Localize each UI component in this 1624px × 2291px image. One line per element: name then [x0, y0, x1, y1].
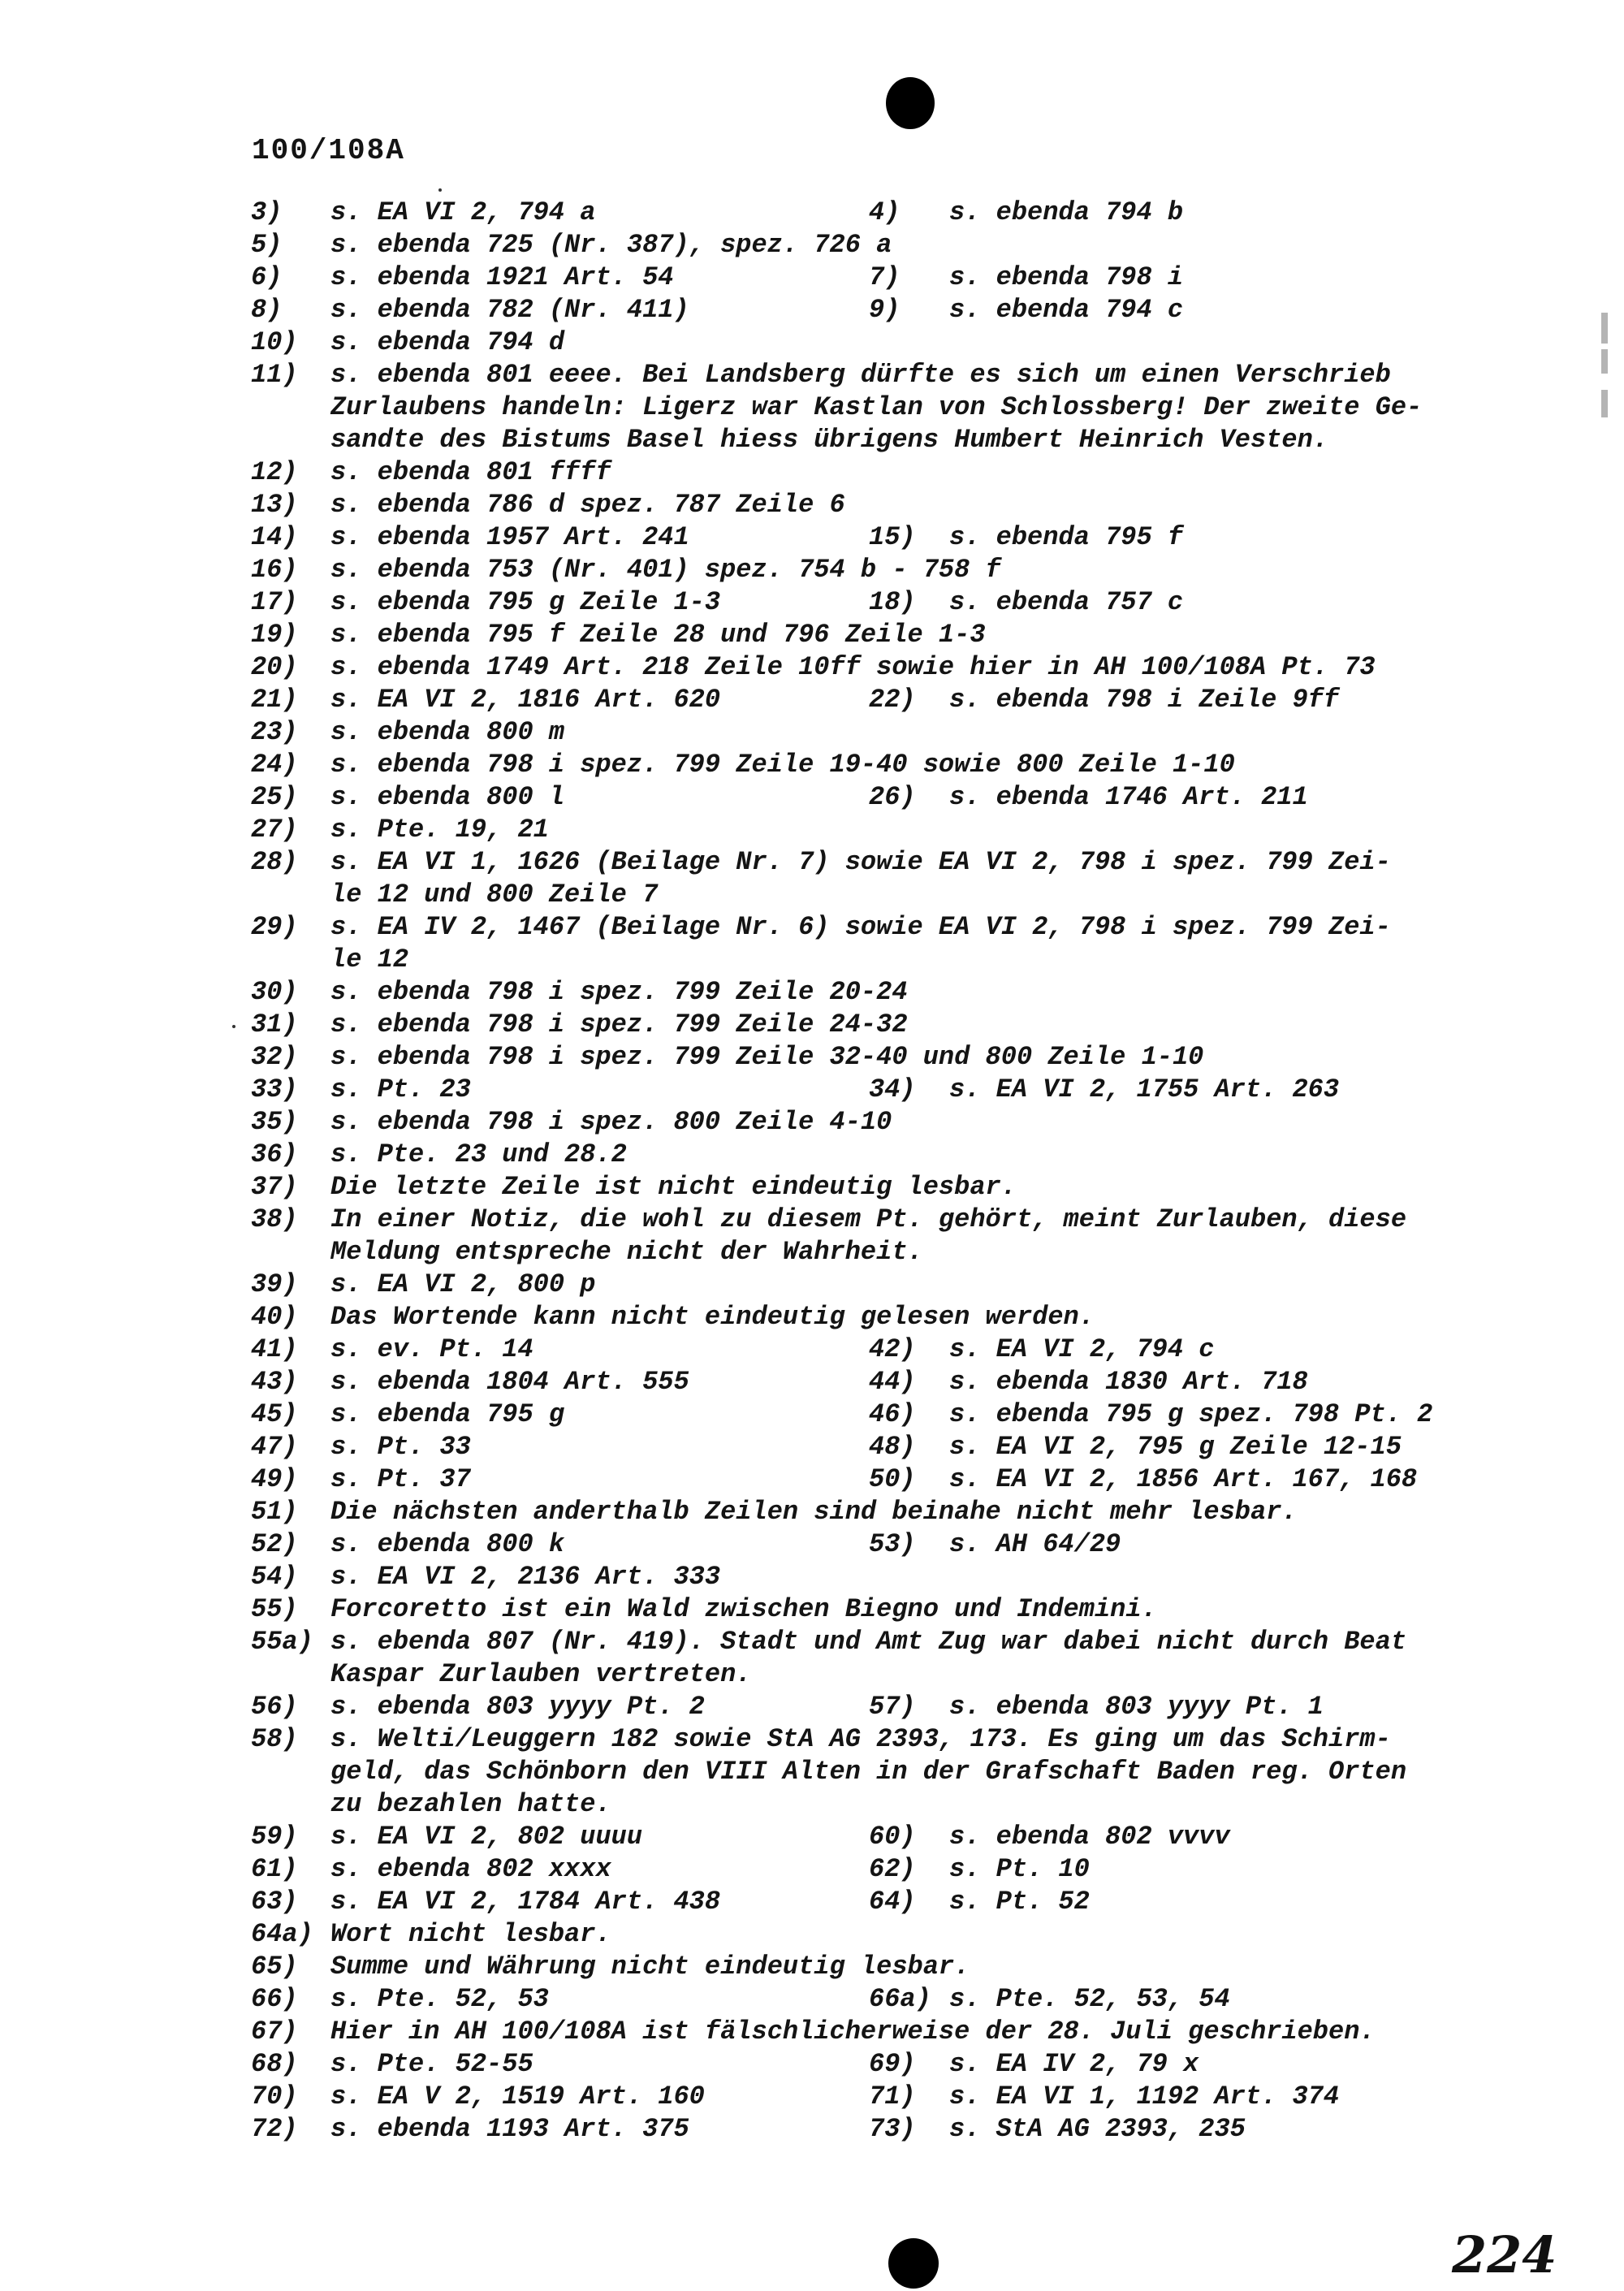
footnote-text: s. Pt. 10: [949, 1854, 1090, 1884]
footnote-line: [251, 781, 1485, 814]
footnote-text: s. ebenda 1921 Art. 54: [330, 262, 674, 292]
footnote-text: s. Pte. 52-55: [330, 2049, 533, 2079]
footnote-text: s. ebenda 795 g Zeile 1-3: [330, 587, 721, 617]
footnote-number: 10): [251, 327, 298, 357]
footnote-number: 6): [251, 262, 283, 292]
footnote-number: 73): [869, 2114, 916, 2144]
footnote-number: 29): [251, 912, 298, 942]
scan-edge-mark: [1601, 313, 1608, 344]
scan-speck: [232, 1025, 235, 1028]
footnote-line: [251, 1561, 1485, 1593]
footnote-line: [251, 814, 1485, 846]
footnote-number: 49): [251, 1464, 298, 1494]
footnote-text: s. ebenda 807 (Nr. 419). Stadt und Amt Zug war dabei nicht durch Beat: [330, 1627, 1407, 1657]
footnote-text: s. EA VI 2, 1816 Art. 620: [330, 685, 721, 715]
footnote-text: s. ebenda 1957 Art. 241: [330, 522, 689, 552]
footnote-line: [251, 1788, 1485, 1821]
footnote-number: 64a): [251, 1919, 313, 1949]
footnote-number: 15): [869, 522, 916, 552]
footnote-line: [251, 1204, 1485, 1236]
footnote-line: [251, 1886, 1485, 1918]
footnote-number: 39): [251, 1269, 298, 1299]
footnote-text: s. ebenda 798 i spez. 799 Zeile 24-32: [330, 1009, 908, 1040]
footnote-number: 25): [251, 782, 298, 812]
footnote-text: s. EA VI 2, 802 uuuu: [330, 1822, 643, 1852]
footnote-text: s. Pte. 52, 53: [330, 1984, 549, 2014]
footnote-text: le 12 und 800 Zeile 7: [330, 880, 659, 910]
footnote-line: [251, 1983, 1485, 2016]
footnote-number: 45): [251, 1399, 298, 1429]
footnote-number: 57): [869, 1692, 916, 1722]
footnote-text: s. EA VI 2, 1856 Art. 167, 168: [949, 1464, 1418, 1494]
footnote-number: 72): [251, 2114, 298, 2144]
footnote-text: s. ebenda 803 yyyy Pt. 2: [330, 1692, 705, 1722]
footnote-text: sandte des Bistums Basel hiess übrigens Humbert Heinrich Vesten.: [330, 425, 1328, 455]
footnote-number: 20): [251, 652, 298, 682]
footnote-number: 71): [869, 2081, 916, 2112]
footnote-text: s. EA VI 1, 1626 (Beilage Nr. 7) sowie EA VI 2, 798 i spez. 799 Zei-: [330, 847, 1391, 877]
footnote-number: 40): [251, 1302, 298, 1332]
footnote-number: 36): [251, 1139, 298, 1169]
footnote-text: s. EA VI 2, 1755 Art. 263: [949, 1074, 1340, 1104]
footnote-line: [251, 229, 1485, 262]
footnote-line: [251, 1398, 1485, 1431]
footnote-text: s. EA IV 2, 1467 (Beilage Nr. 6) sowie EA VI 2, 798 i spez. 799 Zei-: [330, 912, 1391, 942]
footnote-text: s. ebenda 802 xxxx: [330, 1854, 611, 1884]
footnote-line: [251, 2048, 1485, 2081]
footnote-text: s. ebenda 725 (Nr. 387), spez. 726 a: [330, 230, 892, 260]
footnote-number: 16): [251, 555, 298, 585]
footnote-number: 64): [869, 1887, 916, 1917]
footnote-text: s. ebenda 801 ffff: [330, 457, 611, 487]
footnote-text: s. ebenda 782 (Nr. 411): [330, 295, 689, 325]
footnote-line: [251, 1431, 1485, 1463]
footnote-number: 61): [251, 1854, 298, 1884]
footnote-line: [251, 2081, 1485, 2113]
footnote-line: [251, 424, 1485, 456]
footnote-text: s. ebenda 1749 Art. 218 Zeile 10ff sowie hier in AH 100/108A Pt. 73: [330, 652, 1376, 682]
footnote-text: s. ebenda 795 f Zeile 28 und 796 Zeile 1-3: [330, 620, 986, 650]
footnote-number: 41): [251, 1334, 298, 1364]
footnote-line: [251, 391, 1485, 424]
footnote-text: Das Wortende kann nicht eindeutig gelesen werden.: [330, 1302, 1095, 1332]
footnote-text: Hier in AH 100/108A ist fälschlicherweise der 28. Juli geschrieben.: [330, 2017, 1376, 2047]
footnote-number: 13): [251, 490, 298, 520]
footnote-number: 47): [251, 1432, 298, 1462]
footnote-number: 26): [869, 782, 916, 812]
footnote-text: Die letzte Zeile ist nicht eindeutig lesbar.: [330, 1172, 1017, 1202]
footnote-text: s. Pt. 37: [330, 1464, 471, 1494]
footnote-text: le 12: [330, 944, 409, 975]
footnote-text: s. ebenda 786 d spez. 787 Zeile 6: [330, 490, 845, 520]
footnote-number: 30): [251, 977, 298, 1007]
footnote-line: [251, 1041, 1485, 1074]
footnote-text: s. Welti/Leuggern 182 sowie StA AG 2393, 173. Es ging um das Schirm-: [330, 1724, 1391, 1754]
footnote-line: [251, 911, 1485, 944]
footnote-number: 55): [251, 1594, 298, 1624]
footnote-text: Summe und Währung nicht eindeutig lesbar.: [330, 1952, 970, 1982]
footnote-text: s. EA VI 1, 1192 Art. 374: [949, 2081, 1340, 2112]
footnote-line: [251, 1074, 1485, 1106]
footnote-number: 43): [251, 1367, 298, 1397]
footnote-number: 51): [251, 1497, 298, 1527]
footnote-text: Kaspar Zurlauben vertreten.: [330, 1659, 752, 1689]
footnote-text: s. EA IV 2, 79 x: [949, 2049, 1199, 2079]
footnote-text: s. ebenda 1746 Art. 211: [949, 782, 1308, 812]
footnote-text: s. ebenda 800 k: [330, 1529, 565, 1559]
footnote-text: s. ebenda 1193 Art. 375: [330, 2114, 689, 2144]
footnote-number: 58): [251, 1724, 298, 1754]
footnote-number: 52): [251, 1529, 298, 1559]
footnote-number: 17): [251, 587, 298, 617]
footnote-number: 22): [869, 685, 916, 715]
footnote-line: [251, 1269, 1485, 1301]
footnote-line: [251, 489, 1485, 521]
footnote-number: 9): [869, 295, 901, 325]
footnote-list: [251, 197, 1485, 2146]
footnote-text: s. ebenda 798 i spez. 800 Zeile 4-10: [330, 1107, 892, 1137]
footnote-number: 62): [869, 1854, 916, 1884]
footnote-line: [251, 684, 1485, 716]
footnote-number: 27): [251, 815, 298, 845]
footnote-text: Forcoretto ist ein Wald zwischen Biegno und Indemini.: [330, 1594, 1157, 1624]
footnote-line: [251, 1528, 1485, 1561]
footnote-number: 46): [869, 1399, 916, 1429]
scan-speck: [438, 188, 442, 192]
footnote-number: 56): [251, 1692, 298, 1722]
footnote-line: [251, 749, 1485, 781]
footnote-text: s. ebenda 803 yyyy Pt. 1: [949, 1692, 1324, 1722]
footnote-number: 4): [869, 197, 901, 227]
footnote-number: 14): [251, 522, 298, 552]
footnote-number: 33): [251, 1074, 298, 1104]
footnote-line: [251, 197, 1485, 229]
footnote-line: [251, 944, 1485, 976]
footnote-line: [251, 1301, 1485, 1334]
footnote-text: s. ebenda 794 b: [949, 197, 1184, 227]
footnote-text: s. EA V 2, 1519 Art. 160: [330, 2081, 705, 2112]
footnote-number: 31): [251, 1009, 298, 1040]
footnote-number: 23): [251, 717, 298, 747]
footnote-number: 34): [869, 1074, 916, 1104]
footnote-text: Zurlaubens handeln: Ligerz war Kastlan von Schlossberg! Der zweite Ge-: [330, 392, 1423, 422]
footnote-line: [251, 554, 1485, 586]
footnote-line: [251, 1463, 1485, 1496]
footnote-line: [251, 1691, 1485, 1723]
footnote-number: 32): [251, 1042, 298, 1072]
footnote-line: [251, 1593, 1485, 1626]
footnote-line: [251, 1171, 1485, 1204]
footnote-number: 65): [251, 1952, 298, 1982]
footnote-number: 35): [251, 1107, 298, 1137]
footnote-line: [251, 1723, 1485, 1756]
footnote-number: 42): [869, 1334, 916, 1364]
footnote-text: s. ebenda 1804 Art. 555: [330, 1367, 689, 1397]
footnote-text: s. ebenda 757 c: [949, 587, 1184, 617]
footnote-number: 70): [251, 2081, 298, 2112]
footnote-text: s. Pte. 19, 21: [330, 815, 549, 845]
footnote-number: 50): [869, 1464, 916, 1494]
footnote-number: 55a): [251, 1627, 313, 1657]
footnote-number: 66a): [869, 1984, 931, 2014]
footnote-text: s. ebenda 798 i Zeile 9ff: [949, 685, 1340, 715]
footnote-line: [251, 1853, 1485, 1886]
footnote-number: 3): [251, 197, 283, 227]
footnote-line: [251, 1366, 1485, 1398]
punch-hole-top: [886, 77, 935, 129]
footnote-number: 53): [869, 1529, 916, 1559]
footnote-line: [251, 456, 1485, 489]
footnote-text: s. ebenda 1830 Art. 718: [949, 1367, 1308, 1397]
footnote-text: s. EA VI 2, 1784 Art. 438: [330, 1887, 721, 1917]
footnote-text: s. ebenda 753 (Nr. 401) spez. 754 b - 758 f: [330, 555, 1001, 585]
footnote-number: 38): [251, 1204, 298, 1234]
document-reference-id: 100/108A: [252, 134, 405, 167]
footnote-line: [251, 1951, 1485, 1983]
footnote-line: [251, 1139, 1485, 1171]
footnote-line: [251, 1236, 1485, 1269]
footnote-line: [251, 586, 1485, 619]
footnote-text: s. ev. Pt. 14: [330, 1334, 533, 1364]
footnote-number: 5): [251, 230, 283, 260]
footnote-line: [251, 326, 1485, 359]
footnote-line: [251, 1334, 1485, 1366]
punch-hole-bottom: [888, 2238, 939, 2289]
footnote-line: [251, 846, 1485, 879]
footnote-text: s. ebenda 798 i: [949, 262, 1184, 292]
footnote-text: s. ebenda 801 eeee. Bei Landsberg dürfte es sich um einen Verschrieb: [330, 360, 1391, 390]
footnote-number: 37): [251, 1172, 298, 1202]
footnote-text: s. ebenda 800 l: [330, 782, 565, 812]
footnote-line: [251, 1756, 1485, 1788]
footnote-text: s. ebenda 800 m: [330, 717, 565, 747]
footnote-line: [251, 1918, 1485, 1951]
footnote-number: 11): [251, 360, 298, 390]
scan-edge-mark: [1601, 390, 1608, 417]
footnote-text: s. AH 64/29: [949, 1529, 1121, 1559]
footnote-number: 48): [869, 1432, 916, 1462]
footnote-number: 28): [251, 847, 298, 877]
footnote-text: s. EA VI 2, 800 p: [330, 1269, 596, 1299]
footnote-text: s. ebenda 798 i spez. 799 Zeile 20-24: [330, 977, 908, 1007]
footnote-number: 67): [251, 2017, 298, 2047]
footnote-line: [251, 879, 1485, 911]
footnote-line: [251, 1106, 1485, 1139]
footnote-text: s. EA VI 2, 2136 Art. 333: [330, 1562, 721, 1592]
footnote-line: [251, 359, 1485, 391]
footnote-text: s. EA VI 2, 795 g Zeile 12-15: [949, 1432, 1402, 1462]
footnote-text: Wort nicht lesbar.: [330, 1919, 611, 1949]
footnote-number: 21): [251, 685, 298, 715]
footnote-line: [251, 1821, 1485, 1853]
footnote-text: s. ebenda 795 g spez. 798 Pt. 2: [949, 1399, 1433, 1429]
footnote-number: 68): [251, 2049, 298, 2079]
footnote-line: [251, 619, 1485, 651]
footnote-line: [251, 1658, 1485, 1691]
footnote-text: zu bezahlen hatte.: [330, 1789, 611, 1819]
footnote-line: [251, 521, 1485, 554]
footnote-number: 59): [251, 1822, 298, 1852]
footnote-number: 18): [869, 587, 916, 617]
footnote-line: [251, 716, 1485, 749]
footnote-number: 19): [251, 620, 298, 650]
footnote-number: 69): [869, 2049, 916, 2079]
footnote-line: [251, 2016, 1485, 2048]
footnote-text: geld, das Schönborn den VIII Alten in der Grafschaft Baden reg. Orten: [330, 1757, 1407, 1787]
footnote-text: In einer Notiz, die wohl zu diesem Pt. gehört, meint Zurlauben, diese: [330, 1204, 1407, 1234]
footnote-text: s. Pt. 23: [330, 1074, 471, 1104]
footnote-line: [251, 1009, 1485, 1041]
footnote-number: 60): [869, 1822, 916, 1852]
footnote-number: 54): [251, 1562, 298, 1592]
footnote-number: 7): [869, 262, 901, 292]
footnote-text: s. ebenda 794 c: [949, 295, 1184, 325]
footnote-line: [251, 1626, 1485, 1658]
footnote-number: 12): [251, 457, 298, 487]
footnote-text: s. ebenda 798 i spez. 799 Zeile 19-40 sowie 800 Zeile 1-10: [330, 750, 1235, 780]
footnote-text: s. ebenda 798 i spez. 799 Zeile 32-40 und 800 Zeile 1-10: [330, 1042, 1204, 1072]
scan-edge-mark: [1601, 349, 1608, 374]
footnote-text: s. Pt. 33: [330, 1432, 471, 1462]
footnote-number: 66): [251, 1984, 298, 2014]
footnote-text: s. ebenda 802 vvvv: [949, 1822, 1230, 1852]
footnote-text: s. ebenda 794 d: [330, 327, 565, 357]
footnote-text: s. EA VI 2, 794 c: [949, 1334, 1215, 1364]
footnote-number: 44): [869, 1367, 916, 1397]
handwritten-folio-number: 224: [1452, 2225, 1557, 2285]
footnote-line: [251, 1496, 1485, 1528]
footnote-text: s. ebenda 795 g: [330, 1399, 565, 1429]
footnote-text: Die nächsten anderthalb Zeilen sind beinahe nicht mehr lesbar.: [330, 1497, 1298, 1527]
footnote-text: s. Pte. 52, 53, 54: [949, 1984, 1230, 2014]
footnote-line: [251, 2113, 1485, 2146]
footnote-number: 63): [251, 1887, 298, 1917]
footnote-line: [251, 262, 1485, 294]
footnote-text: s. EA VI 2, 794 a: [330, 197, 596, 227]
footnote-text: s. ebenda 795 f: [949, 522, 1184, 552]
footnote-line: [251, 976, 1485, 1009]
footnote-text: Meldung entspreche nicht der Wahrheit.: [330, 1237, 923, 1267]
footnote-line: [251, 294, 1485, 326]
footnote-text: s. StA AG 2393, 235: [949, 2114, 1246, 2144]
footnote-text: s. Pt. 52: [949, 1887, 1090, 1917]
footnote-number: 8): [251, 295, 283, 325]
footnote-text: s. Pte. 23 und 28.2: [330, 1139, 627, 1169]
footnote-line: [251, 651, 1485, 684]
footnote-number: 24): [251, 750, 298, 780]
